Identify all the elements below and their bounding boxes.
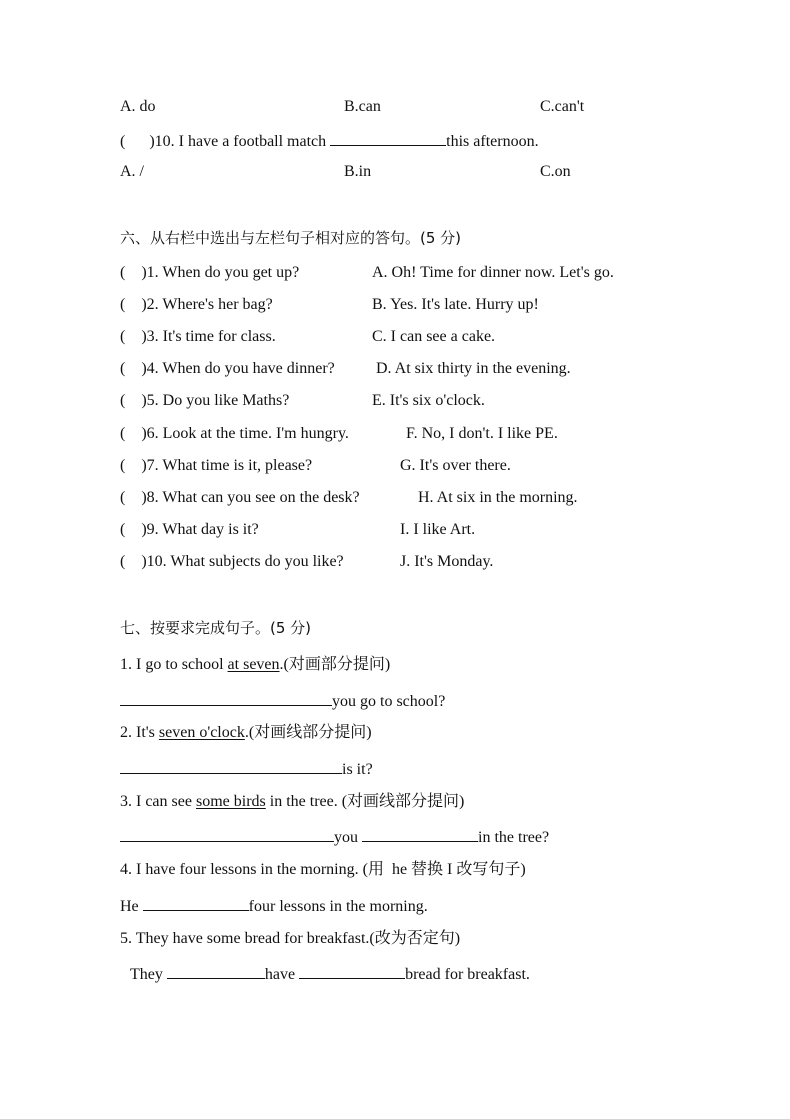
s7-item5-blank2[interactable] — [299, 963, 405, 979]
s7-item1-underlined: at seven — [227, 656, 280, 673]
q10-stem — [120, 130, 539, 152]
s7-item5-mid: have — [264, 966, 300, 983]
q9-option-b: B.can — [344, 98, 381, 115]
s6-left-sentence: 9. What day is it? — [146, 521, 259, 538]
s7-item5-answer — [130, 963, 530, 985]
s6-left-sentence: 5. Do you like Maths? — [146, 392, 290, 409]
s6-right-answer: I. I like Art. — [400, 521, 476, 538]
s6-right-answer: J. It's Monday. — [400, 553, 494, 570]
s7-item1 — [120, 655, 390, 675]
s7-item2-underlined: seven o'clock — [158, 724, 245, 741]
s6-row — [120, 391, 289, 411]
q10-blank[interactable] — [330, 130, 446, 146]
s6-answer-paren[interactable]: ( ) — [120, 425, 147, 442]
s7-item1-after: you go to school? — [332, 693, 446, 710]
s6-right-answer: H. At six in the morning. — [418, 489, 578, 506]
s7-item2-blank[interactable] — [120, 758, 342, 774]
s7-item2-after: is it? — [342, 761, 373, 778]
q9-option-a: A. do — [120, 98, 156, 115]
s6-left-sentence: 3. It's time for class. — [146, 328, 276, 345]
s7-item3-blank2[interactable] — [362, 826, 478, 842]
s6-row — [120, 424, 349, 444]
s6-left-sentence: 4. When do you have dinner? — [146, 360, 335, 377]
s6-right-answer: C. I can see a cake. — [372, 328, 496, 345]
s6-answer-paren[interactable]: ( ) — [120, 521, 147, 538]
s7-item2 — [120, 723, 372, 743]
s7-item1-answer — [120, 690, 445, 712]
s7-item2-post: .(对画线部分提问) — [244, 724, 372, 741]
s7-item1-blank[interactable] — [120, 690, 332, 706]
s7-item3-after: in the tree? — [478, 829, 550, 846]
s6-right-answer: E. It's six o'clock. — [372, 392, 485, 409]
s6-right-answer: A. Oh! Time for dinner now. Let's go. — [372, 264, 614, 281]
s6-answer-paren[interactable]: ( ) — [120, 489, 147, 506]
s7-item3-answer — [120, 826, 549, 848]
s7-item5-blank1[interactable] — [167, 963, 265, 979]
s6-row — [120, 359, 335, 379]
s7-item3-blank1[interactable] — [120, 826, 334, 842]
s7-item5-pre: They — [130, 966, 167, 983]
s6-right-answer: D. At six thirty in the evening. — [376, 360, 571, 377]
q10-after: this afternoon. — [446, 133, 539, 150]
s7-item4: 4. I have four lessons in the morning. (用 he 替换 I 改写句子) — [120, 861, 526, 878]
s7-item3-post: in the tree. (对画线部分提问) — [265, 793, 465, 810]
s7-item5: 5. They have some bread for breakfast.(改为否定句) — [120, 930, 461, 947]
s6-right-answer: F. No, I don't. I like PE. — [406, 425, 558, 442]
s7-item3-underlined: some birds — [195, 793, 266, 810]
q10-option-c: C.on — [540, 163, 571, 180]
s7-item4-blank[interactable] — [143, 895, 249, 911]
s7-item1-pre: 1. I go to school — [120, 656, 228, 673]
s6-answer-paren[interactable]: ( ) — [120, 392, 147, 409]
q10-text: 10. I have a football match — [154, 133, 331, 150]
s7-item5-after: bread for breakfast. — [405, 966, 530, 983]
s6-row — [120, 488, 360, 508]
s6-row — [120, 520, 259, 540]
s6-answer-paren[interactable]: ( ) — [120, 457, 147, 474]
s6-left-sentence: 7. What time is it, please? — [146, 457, 313, 474]
q10-answer-paren[interactable]: ( ) — [120, 133, 155, 150]
s7-item3-pre: 3. I can see — [120, 793, 196, 810]
s7-item4-answer — [120, 895, 428, 917]
s6-row — [120, 295, 273, 315]
s6-left-sentence: 10. What subjects do you like? — [146, 553, 344, 570]
q9-option-c: C.can't — [540, 98, 585, 115]
s7-item2-pre: 2. It's — [120, 724, 159, 741]
s6-answer-paren[interactable]: ( ) — [120, 264, 147, 281]
s6-left-sentence: 6. Look at the time. I'm hungry. — [146, 425, 349, 442]
s6-left-sentence: 2. Where's her bag? — [146, 296, 273, 313]
s6-left-sentence: 1. When do you get up? — [146, 264, 300, 281]
s6-answer-paren[interactable]: ( ) — [120, 553, 147, 570]
q10-option-a: A. / — [120, 163, 144, 180]
s7-item1-post: .(对画部分提问) — [279, 656, 391, 673]
s7-item2-answer — [120, 758, 373, 780]
s7-item3 — [120, 792, 464, 812]
s6-row — [120, 456, 312, 476]
s6-answer-paren[interactable]: ( ) — [120, 360, 147, 377]
s6-answer-paren[interactable]: ( ) — [120, 296, 147, 313]
s7-item4-pre: He — [120, 898, 143, 915]
q10-option-b: B.in — [344, 163, 372, 180]
section7-heading: 七、按要求完成句子。(5 分) — [120, 619, 312, 637]
section6-heading: 六、从右栏中选出与左栏句子相对应的答句。(5 分) — [120, 229, 462, 247]
s6-right-answer: G. It's over there. — [400, 457, 511, 474]
s6-row — [120, 263, 299, 283]
s6-row — [120, 552, 344, 572]
s6-right-answer: B. Yes. It's late. Hurry up! — [372, 296, 539, 313]
s7-item3-mid: you — [334, 829, 362, 846]
s6-row — [120, 327, 276, 347]
s7-item4-after: four lessons in the morning. — [248, 898, 428, 915]
s6-answer-paren[interactable]: ( ) — [120, 328, 147, 345]
s6-left-sentence: 8. What can you see on the desk? — [146, 489, 360, 506]
